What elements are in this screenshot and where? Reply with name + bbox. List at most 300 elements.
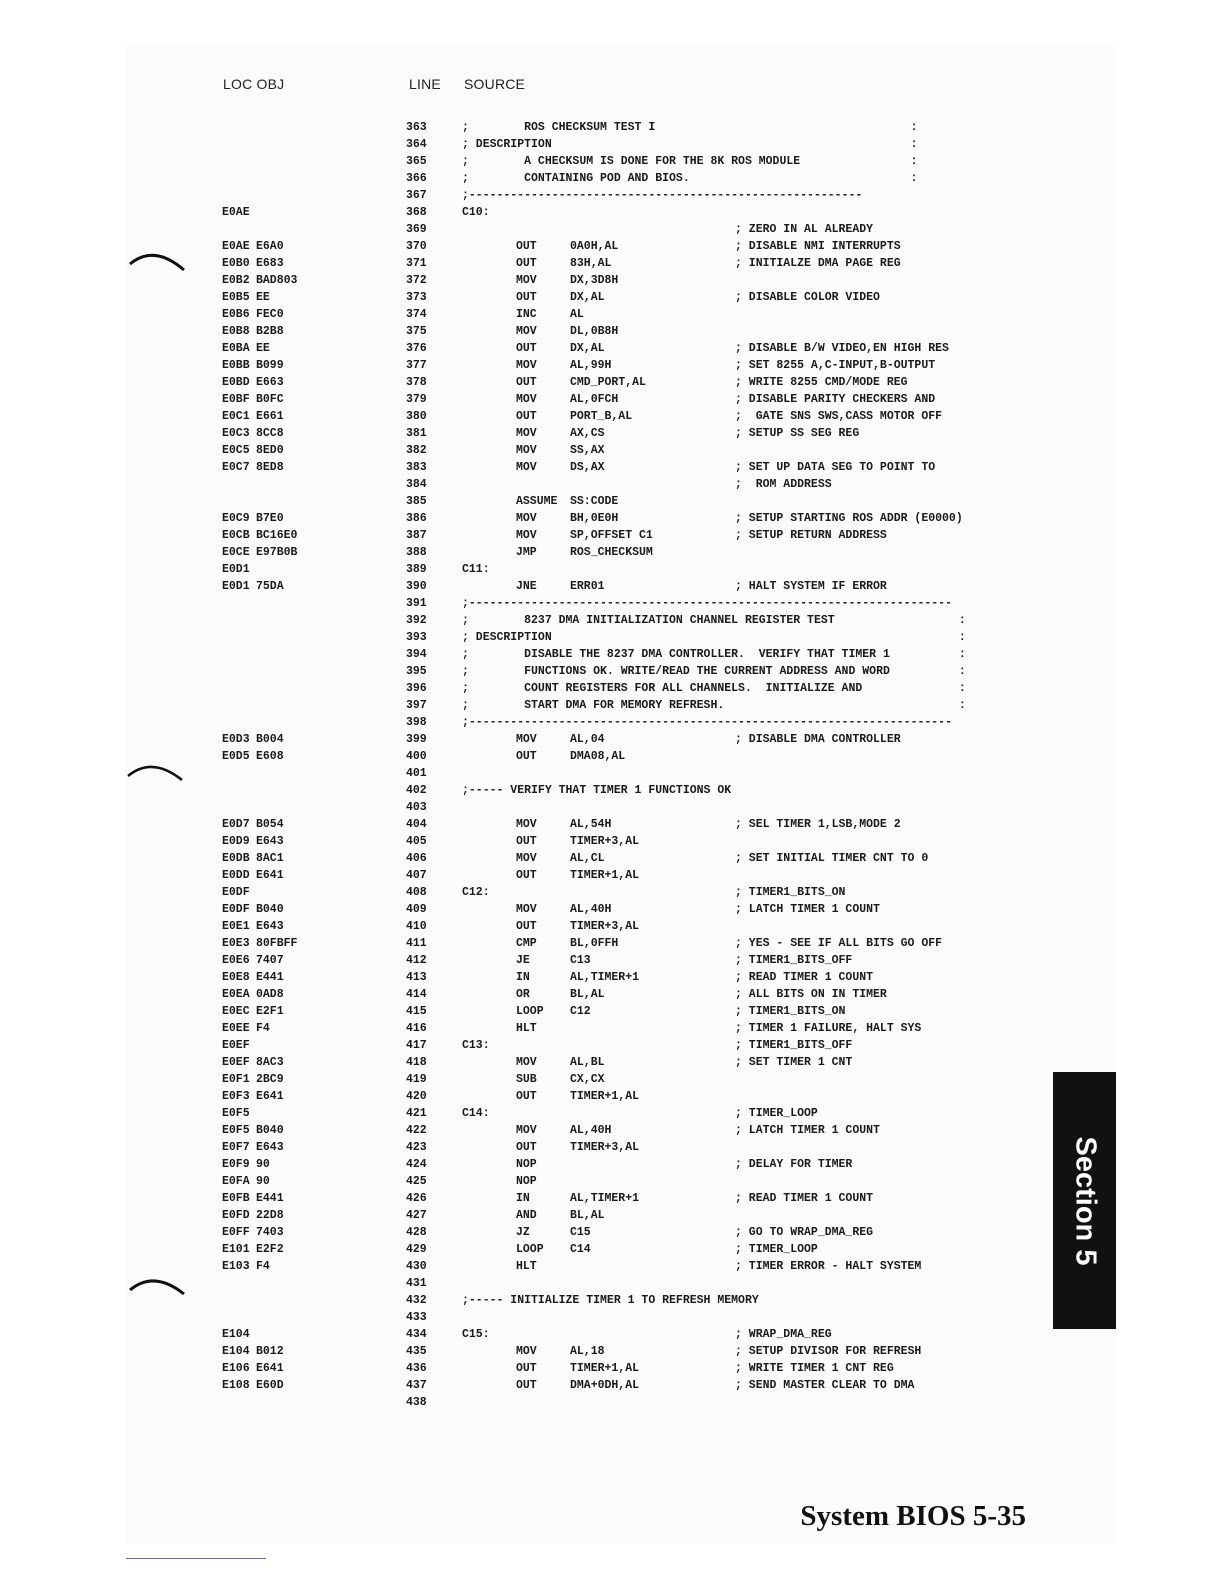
row-line: 395 (406, 665, 427, 678)
row-operand: AL,40H (570, 1124, 612, 1137)
row-loc: E0F9 (222, 1158, 250, 1171)
listing-row (0, 153, 1224, 170)
row-comment: ; SET 8255 A,C-INPUT,B-OUTPUT (735, 359, 936, 372)
row-operand: SS:CODE (570, 495, 619, 508)
row-line: 401 (406, 767, 427, 780)
row-operand: PORT_B,AL (570, 410, 633, 423)
row-label: C15: (462, 1328, 490, 1341)
row-obj: E97B0B (256, 546, 298, 559)
row-loc: E0EE (222, 1022, 250, 1035)
listing-row (0, 1394, 1224, 1411)
row-opcode: OUT (516, 1379, 537, 1392)
row-obj: 22D8 (256, 1209, 284, 1222)
row-line: 407 (406, 869, 427, 882)
listing-row (0, 1156, 1224, 1173)
row-comment: ; DISABLE DMA CONTROLLER (735, 733, 901, 746)
row-opcode: JNE (516, 580, 537, 593)
row-operand: C14 (570, 1243, 591, 1256)
row-line: 393 (406, 631, 427, 644)
row-loc: E104 (222, 1345, 250, 1358)
row-operand: TIMER+1,AL (570, 1090, 640, 1103)
row-line: 414 (406, 988, 427, 1001)
listing-row (0, 731, 1224, 748)
row-opcode: HLT (516, 1260, 537, 1273)
row-operand: AL,54H (570, 818, 612, 831)
row-opcode: OUT (516, 291, 537, 304)
row-opcode: OUT (516, 410, 537, 423)
row-obj: E641 (256, 1362, 284, 1375)
row-loc: E0CE (222, 546, 250, 559)
row-line: 366 (406, 172, 427, 185)
row-loc: E101 (222, 1243, 250, 1256)
row-comment: ; DISABLE B/W VIDEO,EN HIGH RES (735, 342, 949, 355)
row-loc: E104 (222, 1328, 250, 1341)
row-line: 412 (406, 954, 427, 967)
row-opcode: MOV (516, 1124, 537, 1137)
row-source: ; FUNCTIONS OK. WRITE/READ THE CURRENT ADDRESS AND WORD : (462, 665, 966, 678)
row-source: ;---------------------------------------------------------------------- (462, 716, 952, 729)
row-obj: 8ED0 (256, 444, 284, 457)
row-opcode: OUT (516, 835, 537, 848)
listing-row (0, 1020, 1224, 1037)
row-operand: AL,04 (570, 733, 605, 746)
row-line: 364 (406, 138, 427, 151)
listing-row (0, 612, 1224, 629)
row-comment: ; READ TIMER 1 COUNT (735, 1192, 874, 1205)
row-loc: E0DB (222, 852, 250, 865)
listing-row (0, 1224, 1224, 1241)
row-loc: E103 (222, 1260, 250, 1273)
row-comment: ; WRITE 8255 CMD/MODE REG (735, 376, 908, 389)
row-line: 399 (406, 733, 427, 746)
row-comment: ; ROM ADDRESS (735, 478, 832, 491)
listing-row (0, 986, 1224, 1003)
row-obj: F4 (256, 1022, 270, 1035)
row-operand: AL (570, 308, 584, 321)
row-line: 416 (406, 1022, 427, 1035)
header-loc-obj: LOC OBJ (223, 76, 285, 92)
row-line: 384 (406, 478, 427, 491)
row-loc: E0D1 (222, 580, 250, 593)
row-line: 434 (406, 1328, 427, 1341)
row-opcode: OUT (516, 750, 537, 763)
row-line: 369 (406, 223, 427, 236)
row-opcode: MOV (516, 1345, 537, 1358)
row-operand: ROS_CHECKSUM (570, 546, 653, 559)
listing-row (0, 1241, 1224, 1258)
row-comment: ; ZERO IN AL ALREADY (735, 223, 874, 236)
row-line: 367 (406, 189, 427, 202)
listing-row (0, 187, 1224, 204)
row-comment: ; SETUP STARTING ROS ADDR (E0000) (735, 512, 963, 525)
row-obj: 2BC9 (256, 1073, 284, 1086)
listing-row (0, 204, 1224, 221)
row-line: 374 (406, 308, 427, 321)
row-loc: E0C7 (222, 461, 250, 474)
row-label: C12: (462, 886, 490, 899)
row-opcode: OUT (516, 257, 537, 270)
row-loc: E0DD (222, 869, 250, 882)
row-obj: 75DA (256, 580, 284, 593)
row-loc: E0CB (222, 529, 250, 542)
row-line: 368 (406, 206, 427, 219)
row-comment: ; DISABLE PARITY CHECKERS AND (735, 393, 936, 406)
listing-row (0, 952, 1224, 969)
row-line: 408 (406, 886, 427, 899)
section-tab (1053, 1072, 1116, 1329)
row-line: 426 (406, 1192, 427, 1205)
row-comment: ; DISABLE NMI INTERRUPTS (735, 240, 901, 253)
row-line: 379 (406, 393, 427, 406)
row-obj: E663 (256, 376, 284, 389)
row-comment: ; HALT SYSTEM IF ERROR (735, 580, 887, 593)
row-comment: ; TIMER1_BITS_ON (735, 886, 846, 899)
row-loc: E0AE (222, 206, 250, 219)
row-source: ; DESCRIPTION : (462, 631, 966, 644)
row-line: 433 (406, 1311, 427, 1324)
listing-row (0, 1190, 1224, 1207)
row-line: 415 (406, 1005, 427, 1018)
listing-row (0, 289, 1224, 306)
row-obj: B040 (256, 1124, 284, 1137)
row-obj: 8AC3 (256, 1056, 284, 1069)
row-operand: C12 (570, 1005, 591, 1018)
row-obj: B040 (256, 903, 284, 916)
row-comment: ; SETUP DIVISOR FOR REFRESH (735, 1345, 922, 1358)
row-loc: E0FF (222, 1226, 250, 1239)
row-opcode: HLT (516, 1022, 537, 1035)
row-loc: E0BB (222, 359, 250, 372)
row-obj: BC16E0 (256, 529, 298, 542)
listing-row (0, 170, 1224, 187)
row-loc: E0C9 (222, 512, 250, 525)
listing-row (0, 1139, 1224, 1156)
row-source: ; ROS CHECKSUM TEST I : (462, 121, 918, 134)
bottom-rule (126, 1558, 266, 1559)
row-comment: ; DISABLE COLOR VIDEO (735, 291, 880, 304)
row-opcode: MOV (516, 393, 537, 406)
row-loc: E0F5 (222, 1124, 250, 1137)
row-obj: EE (256, 342, 270, 355)
row-line: 378 (406, 376, 427, 389)
row-operand: DS,AX (570, 461, 605, 474)
listing-row (0, 493, 1224, 510)
row-loc: E0DF (222, 886, 250, 899)
row-line: 383 (406, 461, 427, 474)
row-opcode: OUT (516, 376, 537, 389)
row-line: 394 (406, 648, 427, 661)
row-opcode: MOV (516, 1056, 537, 1069)
listing-row (0, 1309, 1224, 1326)
row-obj: 7407 (256, 954, 284, 967)
row-line: 430 (406, 1260, 427, 1273)
row-obj: E683 (256, 257, 284, 270)
row-comment: ; WRAP_DMA_REG (735, 1328, 832, 1341)
row-opcode: MOV (516, 733, 537, 746)
listing-row (0, 799, 1224, 816)
listing-row (0, 595, 1224, 612)
row-opcode: OUT (516, 240, 537, 253)
row-loc: E0E1 (222, 920, 250, 933)
row-operand: DMA08,AL (570, 750, 626, 763)
row-loc: E0B8 (222, 325, 250, 338)
row-loc: E0FB (222, 1192, 250, 1205)
row-operand: DL,0B8H (570, 325, 619, 338)
row-obj: E441 (256, 971, 284, 984)
row-line: 435 (406, 1345, 427, 1358)
row-opcode: INC (516, 308, 537, 321)
row-line: 376 (406, 342, 427, 355)
row-line: 388 (406, 546, 427, 559)
row-opcode: IN (516, 1192, 530, 1205)
section-tab-label: Section 5 (1069, 1136, 1101, 1265)
row-opcode: CMP (516, 937, 537, 950)
row-obj: E641 (256, 869, 284, 882)
row-operand: TIMER+3,AL (570, 835, 640, 848)
row-line: 385 (406, 495, 427, 508)
row-comment: ; LATCH TIMER 1 COUNT (735, 1124, 880, 1137)
listing-row (0, 663, 1224, 680)
row-line: 413 (406, 971, 427, 984)
row-line: 381 (406, 427, 427, 440)
row-obj: 90 (256, 1158, 270, 1171)
row-line: 400 (406, 750, 427, 763)
row-loc: E0D9 (222, 835, 250, 848)
row-obj: B054 (256, 818, 284, 831)
row-line: 436 (406, 1362, 427, 1375)
row-line: 403 (406, 801, 427, 814)
row-comment: ; TIMER1_BITS_OFF (735, 1039, 853, 1052)
listing-row (0, 374, 1224, 391)
row-loc: E0E3 (222, 937, 250, 950)
row-opcode: OR (516, 988, 530, 1001)
row-operand: AX,CS (570, 427, 605, 440)
row-opcode: OUT (516, 869, 537, 882)
listing-row (0, 578, 1224, 595)
row-operand: TIMER+1,AL (570, 869, 640, 882)
row-comment: ; WRITE TIMER 1 CNT REG (735, 1362, 894, 1375)
row-line: 421 (406, 1107, 427, 1120)
row-loc: E0FA (222, 1175, 250, 1188)
listing-row (0, 1326, 1224, 1343)
row-loc: E0B6 (222, 308, 250, 321)
row-operand: C15 (570, 1226, 591, 1239)
row-operand: AL,BL (570, 1056, 605, 1069)
listing-row (0, 1122, 1224, 1139)
listing-row (0, 850, 1224, 867)
row-operand: C13 (570, 954, 591, 967)
listing-row (0, 1360, 1224, 1377)
row-line: 409 (406, 903, 427, 916)
binder-hole-mark (126, 756, 186, 786)
row-source: ; A CHECKSUM IS DONE FOR THE 8K ROS MODULE : (462, 155, 918, 168)
row-source: ;----- VERIFY THAT TIMER 1 FUNCTIONS OK (462, 784, 732, 797)
row-operand: DX,AL (570, 342, 605, 355)
row-opcode: NOP (516, 1158, 537, 1171)
listing-row (0, 646, 1224, 663)
row-opcode: OUT (516, 1090, 537, 1103)
row-source: ;----- INITIALIZE TIMER 1 TO REFRESH MEMORY (462, 1294, 759, 1307)
row-comment: ; TIMER ERROR - HALT SYSTEM (735, 1260, 922, 1273)
row-obj: B099 (256, 359, 284, 372)
listing-row (0, 561, 1224, 578)
row-line: 377 (406, 359, 427, 372)
row-label: C10: (462, 206, 490, 219)
row-line: 402 (406, 784, 427, 797)
row-obj: F4 (256, 1260, 270, 1273)
binder-hole-mark (128, 244, 188, 274)
row-opcode: IN (516, 971, 530, 984)
row-loc: E0BA (222, 342, 250, 355)
row-opcode: MOV (516, 461, 537, 474)
row-loc: E0EF (222, 1056, 250, 1069)
row-loc: E0D3 (222, 733, 250, 746)
row-loc: E0FD (222, 1209, 250, 1222)
row-operand: AL,CL (570, 852, 605, 865)
row-opcode: ASSUME (516, 495, 558, 508)
row-obj: 90 (256, 1175, 270, 1188)
page-footer: System BIOS 5-35 (800, 1500, 1026, 1532)
row-line: 396 (406, 682, 427, 695)
listing-row (0, 680, 1224, 697)
row-obj: 7403 (256, 1226, 284, 1239)
row-loc: E0BD (222, 376, 250, 389)
listing-row (0, 629, 1224, 646)
row-operand: DX,AL (570, 291, 605, 304)
row-operand: BH,0E0H (570, 512, 619, 525)
row-opcode: NOP (516, 1175, 537, 1188)
row-obj: E643 (256, 1141, 284, 1154)
row-loc: E0D7 (222, 818, 250, 831)
row-loc: E106 (222, 1362, 250, 1375)
row-obj: 80FBFF (256, 937, 298, 950)
row-operand: AL,TIMER+1 (570, 971, 640, 984)
row-loc: E0F5 (222, 1107, 250, 1120)
binder-hole-mark (128, 1270, 188, 1300)
row-loc: E0AE (222, 240, 250, 253)
row-source: ; CONTAINING POD AND BIOS. : (462, 172, 918, 185)
row-opcode: JMP (516, 546, 537, 559)
listing-row (0, 1207, 1224, 1224)
listing-row (0, 935, 1224, 952)
listing-row (0, 1173, 1224, 1190)
listing-row (0, 714, 1224, 731)
row-line: 418 (406, 1056, 427, 1069)
row-line: 387 (406, 529, 427, 542)
row-comment: ; SET UP DATA SEG TO POINT TO (735, 461, 936, 474)
row-comment: ; ALL BITS ON IN TIMER (735, 988, 887, 1001)
row-operand: TIMER+3,AL (570, 1141, 640, 1154)
row-comment: ; SETUP RETURN ADDRESS (735, 529, 887, 542)
listing-row (0, 1054, 1224, 1071)
row-opcode: MOV (516, 529, 537, 542)
row-comment: ; INITIALZE DMA PAGE REG (735, 257, 901, 270)
row-loc: E0B2 (222, 274, 250, 287)
row-opcode: MOV (516, 852, 537, 865)
row-comment: ; SET INITIAL TIMER CNT TO 0 (735, 852, 929, 865)
row-operand: AL,TIMER+1 (570, 1192, 640, 1205)
listing-row (0, 1377, 1224, 1394)
row-line: 422 (406, 1124, 427, 1137)
row-loc: E0C1 (222, 410, 250, 423)
row-operand: TIMER+3,AL (570, 920, 640, 933)
row-obj: 0AD8 (256, 988, 284, 1001)
row-label: C11: (462, 563, 490, 576)
row-loc: E0D5 (222, 750, 250, 763)
row-opcode: MOV (516, 818, 537, 831)
row-opcode: AND (516, 1209, 537, 1222)
listing-row (0, 1003, 1224, 1020)
listing-row (0, 969, 1224, 986)
row-comment: ; SET TIMER 1 CNT (735, 1056, 853, 1069)
row-opcode: LOOP (516, 1005, 544, 1018)
listing-row (0, 884, 1224, 901)
listing-row (0, 816, 1224, 833)
row-source: ;---------------------------------------------------------------------- (462, 597, 952, 610)
row-obj: E643 (256, 920, 284, 933)
row-comment: ; TIMER_LOOP (735, 1107, 818, 1120)
row-line: 417 (406, 1039, 427, 1052)
row-loc: E0EC (222, 1005, 250, 1018)
listing-row (0, 221, 1224, 238)
row-line: 437 (406, 1379, 427, 1392)
listing-row (0, 476, 1224, 493)
row-line: 423 (406, 1141, 427, 1154)
row-operand: DMA+0DH,AL (570, 1379, 640, 1392)
row-line: 375 (406, 325, 427, 338)
header-source: SOURCE (464, 76, 526, 92)
listing-row (0, 527, 1224, 544)
listing-row (0, 136, 1224, 153)
row-obj: FEC0 (256, 308, 284, 321)
listing-row (0, 340, 1224, 357)
row-obj: E643 (256, 835, 284, 848)
row-opcode: OUT (516, 342, 537, 355)
row-opcode: MOV (516, 444, 537, 457)
row-operand: BL,0FFH (570, 937, 619, 950)
row-loc: E0B5 (222, 291, 250, 304)
row-obj: B004 (256, 733, 284, 746)
row-comment: ; SEND MASTER CLEAR TO DMA (735, 1379, 915, 1392)
row-source: ;--------------------------------------------------------- (462, 189, 863, 202)
listing-row (0, 1105, 1224, 1122)
row-line: 363 (406, 121, 427, 134)
listing-row (0, 272, 1224, 289)
row-operand: AL,40H (570, 903, 612, 916)
row-line: 370 (406, 240, 427, 253)
row-operand: ERR01 (570, 580, 605, 593)
row-source: ; 8237 DMA INITIALIZATION CHANNEL REGISTER TEST : (462, 614, 966, 627)
listing-row (0, 425, 1224, 442)
row-opcode: MOV (516, 274, 537, 287)
row-line: 390 (406, 580, 427, 593)
row-obj: E608 (256, 750, 284, 763)
row-loc: E0B0 (222, 257, 250, 270)
listing-row (0, 1071, 1224, 1088)
row-obj: EE (256, 291, 270, 304)
row-line: 380 (406, 410, 427, 423)
row-line: 420 (406, 1090, 427, 1103)
row-line: 382 (406, 444, 427, 457)
row-line: 427 (406, 1209, 427, 1222)
row-loc: E0F7 (222, 1141, 250, 1154)
row-loc: E0E8 (222, 971, 250, 984)
row-opcode: LOOP (516, 1243, 544, 1256)
row-loc: E0C3 (222, 427, 250, 440)
row-label: C13: (462, 1039, 490, 1052)
row-line: 372 (406, 274, 427, 287)
row-source: ; DISABLE THE 8237 DMA CONTROLLER. VERIFY THAT TIMER 1 : (462, 648, 966, 661)
